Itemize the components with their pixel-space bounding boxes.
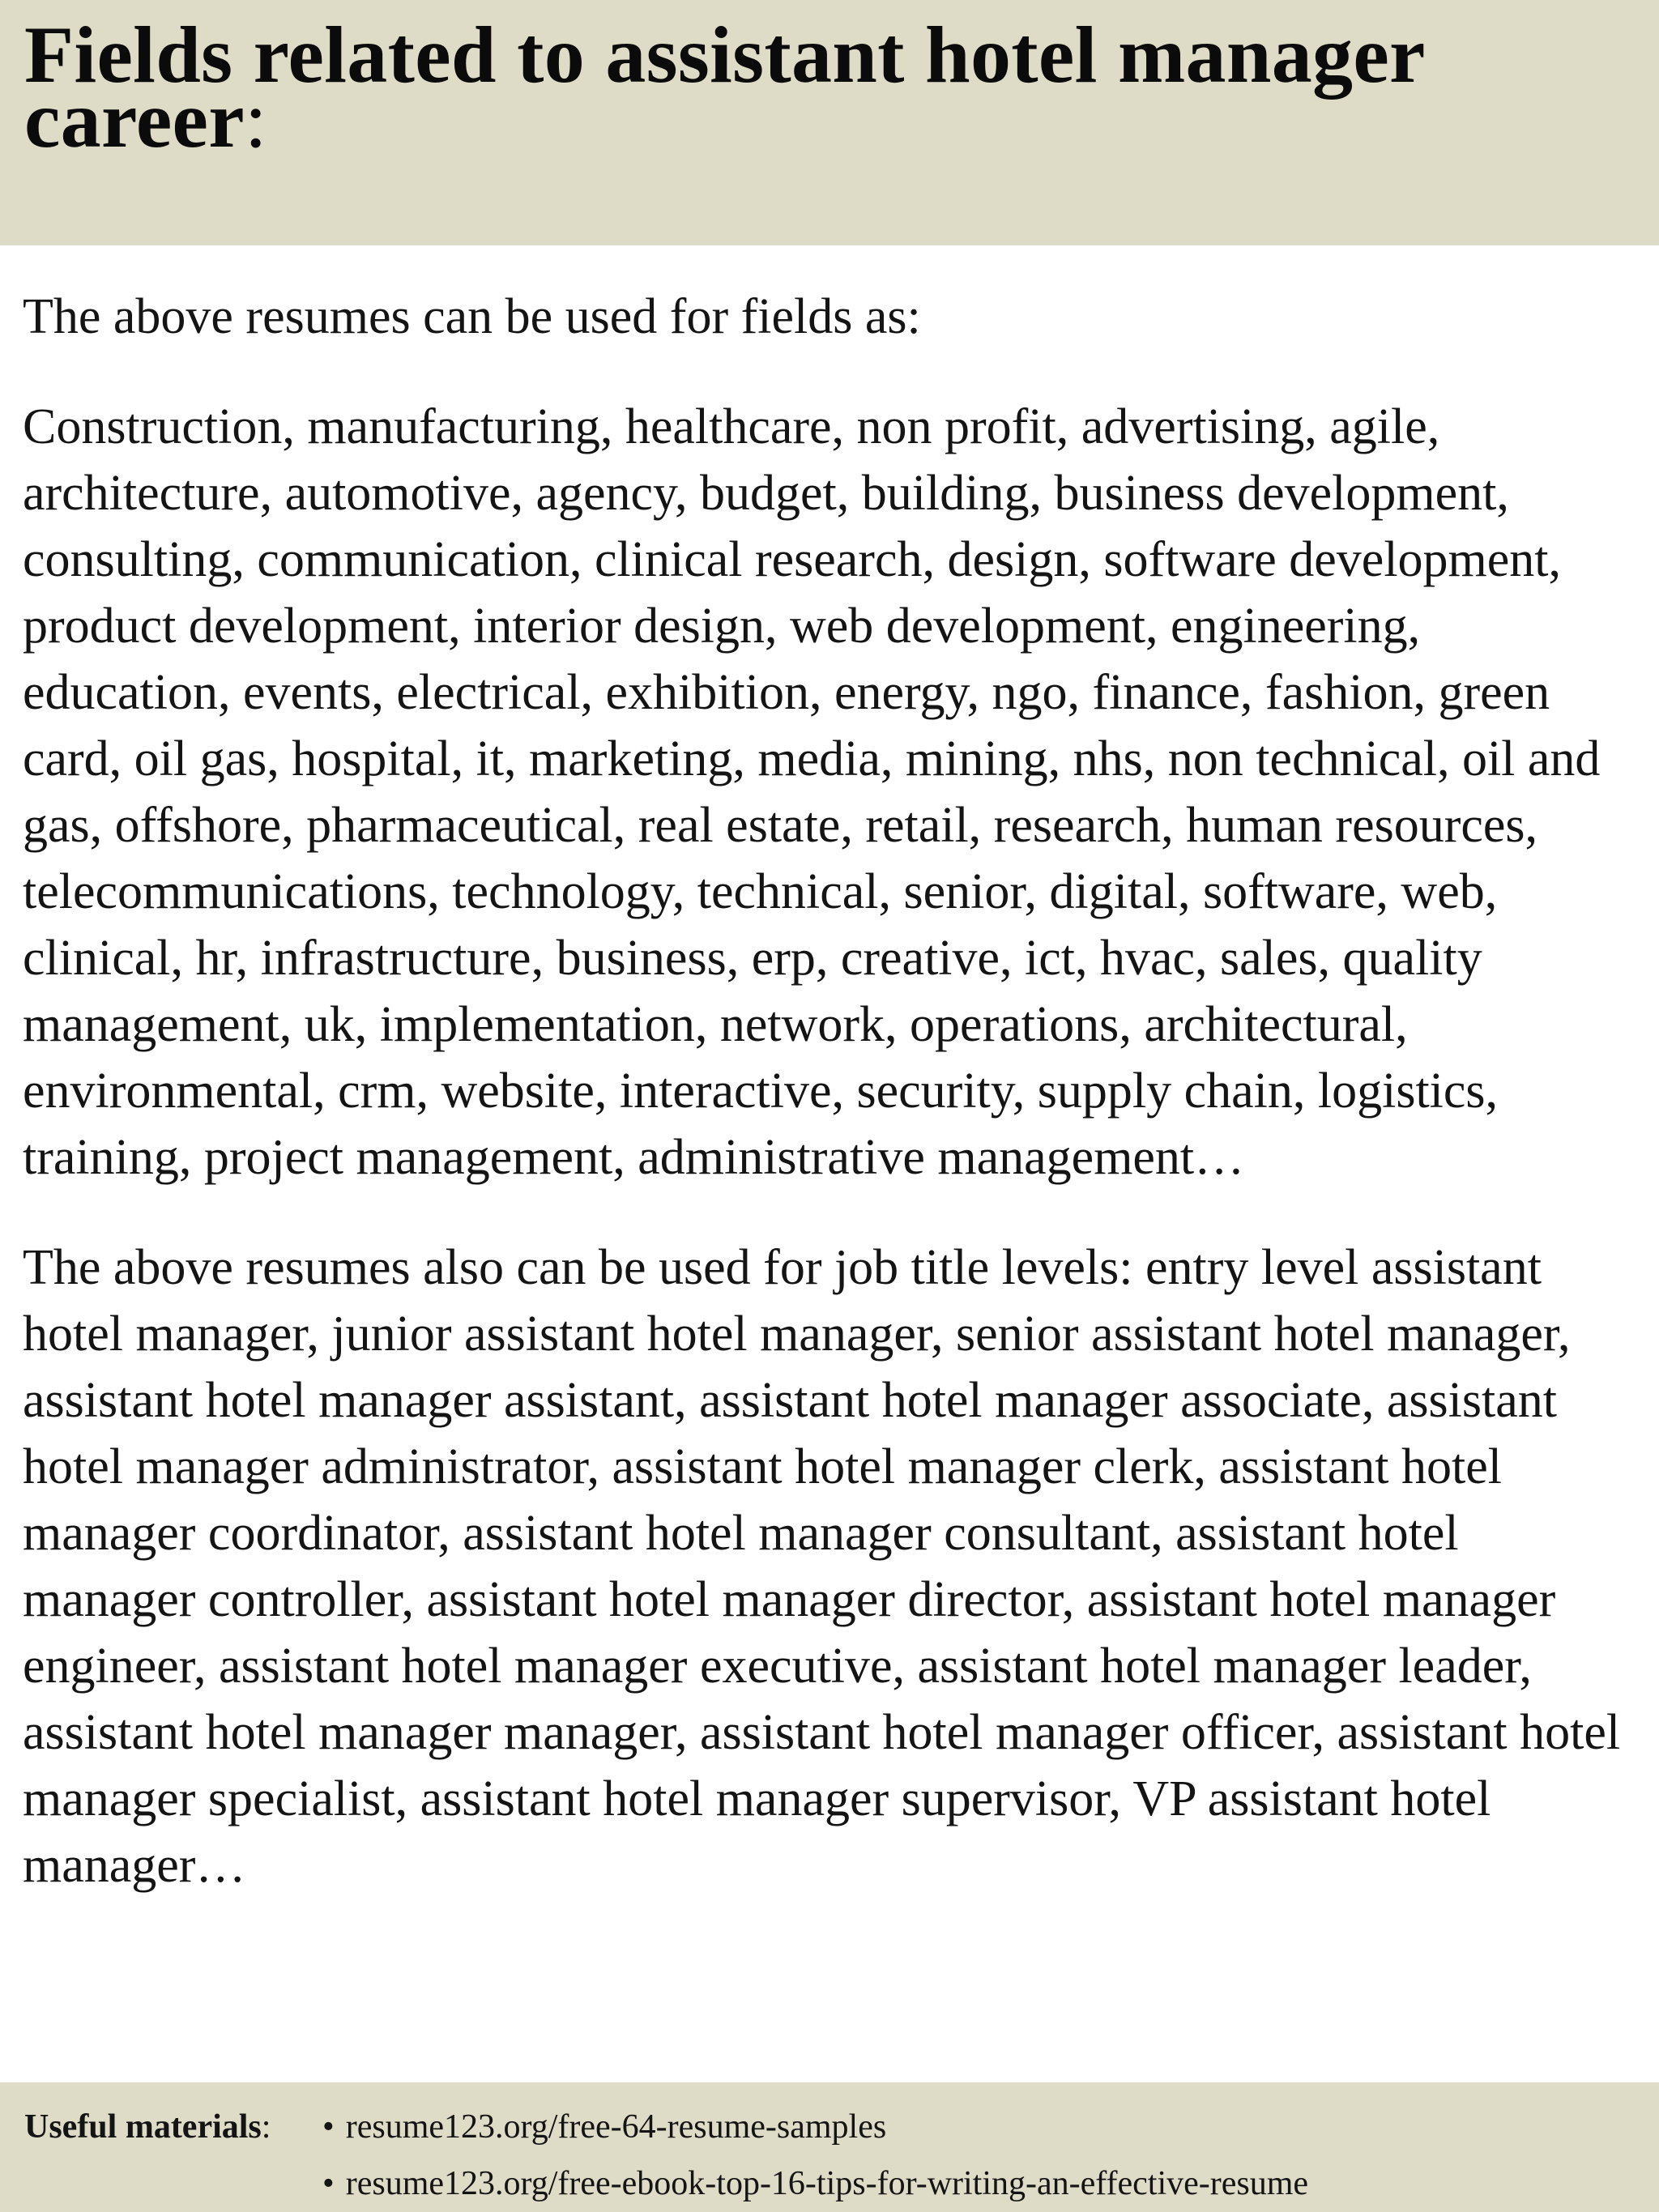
page-title-colon: : <box>244 75 268 164</box>
useful-materials-label-colon: : <box>261 2108 271 2146</box>
resource-link-2[interactable] <box>322 2155 1308 2212</box>
footer-row-2 <box>0 2155 1659 2212</box>
resource-link-1[interactable] <box>322 2099 886 2155</box>
resource-link-1-text[interactable]: resume123.org/free-64-resume-samples <box>345 2108 887 2146</box>
footer-row-1 <box>0 2099 1659 2155</box>
useful-materials-label-text: Useful materials <box>24 2108 262 2146</box>
useful-materials-label <box>24 2099 271 2155</box>
page-header <box>0 0 1659 245</box>
useful-materials-footer <box>0 2082 1659 2212</box>
fields-paragraph: Construction, manufacturing, healthcare, non profit, advertising, agile, architecture, automotive, agency, budget, building, business development, consulting, communication, clinical research, design, software development, product development, interior design, web development, engineering, education, events, electrical, exhibition, energy, ngo, finance, fashion, green card, oil gas, hospital, it, marketing, media, mining, nhs, non technical, oil and gas, offshore, pharmaceutical, real estate, retail, research, human resources, telecommunications, technology, technical, senior, digital, software, web, clinical, hr, infrastructure, business, erp, creative, ict, hvac, sales, quality management, uk, implementation, network, operations, architectural, environmental, crm, website, interactive, security, supply chain, logistics, training, project management, administrative management… <box>23 399 1601 1185</box>
page-title <box>24 10 1563 164</box>
resource-link-2-text[interactable]: resume123.org/free-ebook-top-16-tips-for-writing-an-effective-resume <box>345 2165 1309 2202</box>
bullet-icon: • <box>322 2165 335 2202</box>
bullet-icon: • <box>322 2108 335 2146</box>
page-title-text: Fields related to assistant hotel manager career <box>24 10 1424 164</box>
main-content <box>23 283 1635 1899</box>
intro-paragraph: The above resumes can be used for fields as: <box>23 289 921 344</box>
job-levels-paragraph: The above resumes also can be used for job title levels: entry level assistant hotel manager, junior assistant hotel manager, senior assistant hotel manager, assistant hotel manager assistant, assistant hotel manager associate, assistant hotel manager administrator, assistant hotel manager clerk, assistant hotel manager coordinator, assistant hotel manager consultant, assistant hotel manager controller, assistant hotel manager director, assistant hotel manager engineer, assistant hotel manager executive, assistant hotel manager leader, assistant hotel manager manager, assistant hotel manager officer, assistant hotel manager specialist, assistant hotel manager supervisor, VP assistant hotel manager… <box>23 1240 1621 1893</box>
